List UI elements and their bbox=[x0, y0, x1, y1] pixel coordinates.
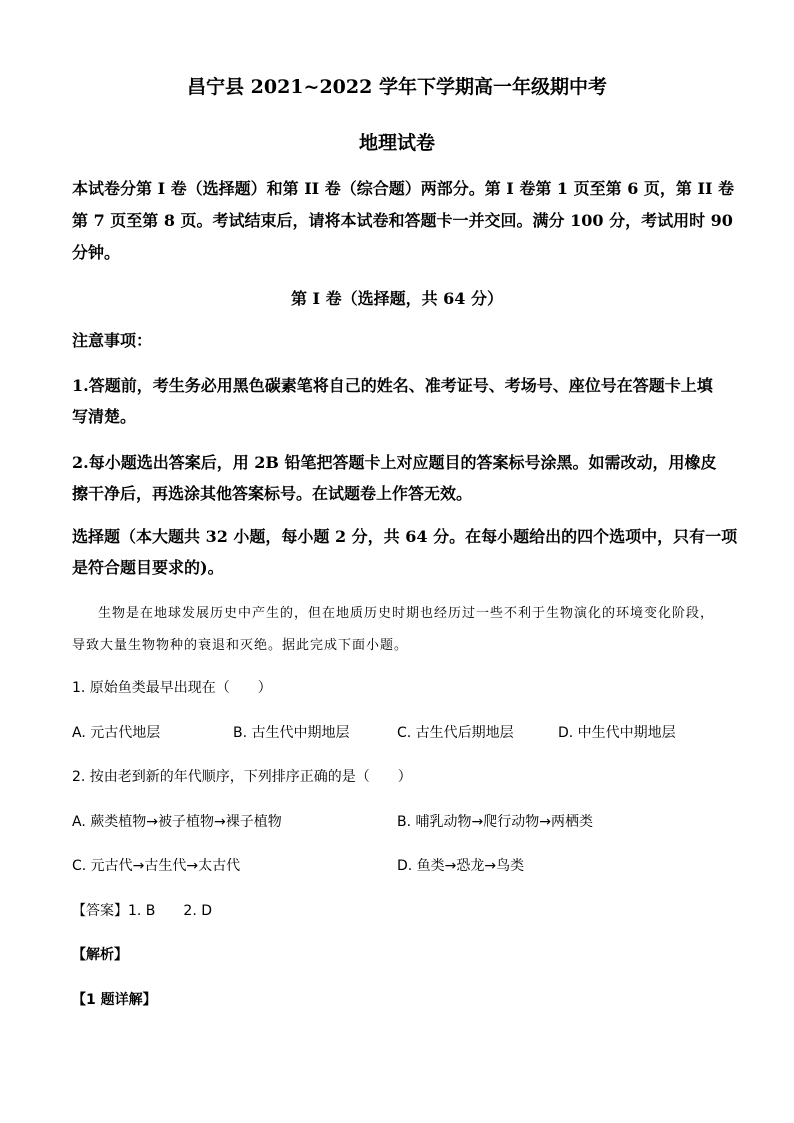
intro-line: 第 7 页至第 8 页。考试结束后，请将本试卷和答题卡一并交回。满分 100 分，考试用时 90 bbox=[72, 211, 733, 230]
note-1-line: 1.答题前，考生务必用黑色碳素笔将自己的姓名、准考证号、考场号、座位号在答题卡上填 bbox=[72, 376, 713, 395]
question-2-option-a: A. 蕨类植物→被子植物→裸子植物 bbox=[72, 814, 282, 830]
note-2-line: 擦干净后，再选涂其他答案标号。在试题卷上作答无效。 bbox=[72, 484, 473, 503]
choice-instructions-line: 是符合题目要求的)。 bbox=[72, 558, 224, 577]
question-1-option-a: A. 元古代地层 bbox=[72, 725, 161, 741]
analysis-heading: 【解析】 bbox=[72, 947, 128, 963]
question-1-stem: 1. 原始鱼类最早出现在（ ） bbox=[72, 680, 272, 696]
question-2-option-b: B. 哺乳动物→爬行动物→两栖类 bbox=[397, 814, 593, 830]
intro-line: 分钟。 bbox=[72, 243, 121, 262]
question-1-option-d: D. 中生代中期地层 bbox=[558, 725, 676, 741]
note-2-line: 2.每小题选出答案后，用 2B 铅笔把答题卡上对应题目的答案标号涂黑。如需改动，用橡皮 bbox=[72, 453, 717, 472]
page-subtitle: 地理试卷 bbox=[358, 132, 435, 154]
passage-line: 导致大量生物物种的衰退和灭绝。据此完成下面小题。 bbox=[72, 638, 409, 653]
question-1-option-c: C. 古生代后期地层 bbox=[397, 725, 514, 741]
question-2-option-c: C. 元古代→古生代→太古代 bbox=[72, 858, 241, 874]
section-heading: 第 I 卷（选择题，共 64 分） bbox=[290, 289, 504, 308]
note-1-line: 写清楚。 bbox=[72, 407, 137, 426]
page-title: 昌宁县 2021~2022 学年下学期高一年级期中考 bbox=[187, 76, 607, 98]
choice-instructions-line: 选择题（本大题共 32 小题，每小题 2 分，共 64 分。在每小题给出的四个选项中，只有一项 bbox=[72, 527, 738, 546]
intro-line: 本试卷分第 I 卷（选择题）和第 II 卷（综合题）两部分。第 I 卷第 1 页至第 6 页，第 II 卷 bbox=[72, 179, 735, 198]
notes-heading: 注意事项： bbox=[72, 331, 153, 350]
question-1-option-b: B. 古生代中期地层 bbox=[233, 725, 350, 741]
question-2-stem: 2. 按由老到新的年代顺序，下列排序正确的是（ ） bbox=[72, 769, 412, 785]
question-2-option-d: D. 鱼类→恐龙→鸟类 bbox=[397, 858, 525, 874]
answer-line: 【答案】1. B 2. D bbox=[72, 903, 212, 919]
passage-line: 生物是在地球发展历史中产生的，但在地质历史时期也经历过一些不利于生物演化的环境变化阶段， bbox=[98, 606, 715, 621]
detail-heading: 【1 题详解】 bbox=[72, 992, 157, 1008]
